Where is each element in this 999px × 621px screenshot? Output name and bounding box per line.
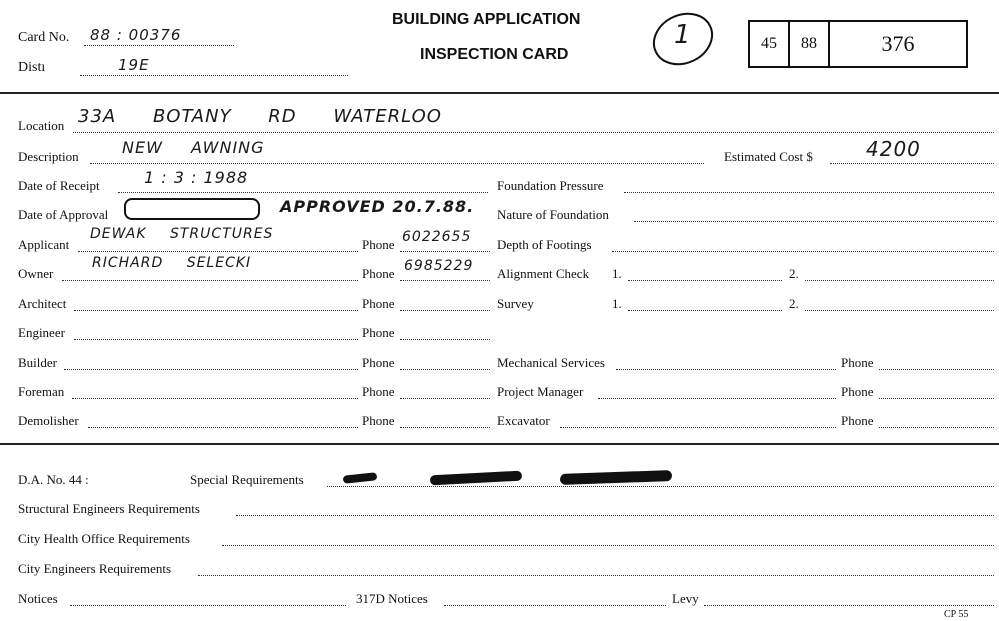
project-manager-phone-label: Phone: [841, 384, 874, 399]
redaction-box: [124, 198, 260, 220]
foreman-phone-line: [400, 398, 490, 399]
location-line: [73, 132, 994, 133]
nature-foundation-label: Nature of Foundation: [497, 207, 609, 222]
city-engineers-label: City Engineers Requirements: [18, 561, 172, 576]
applicant-phone-line: [400, 251, 490, 252]
foreman-line: [72, 398, 358, 399]
card-number-boxes: [748, 20, 968, 68]
survey-1-line: [628, 310, 782, 311]
owner-value: RICHARD SELECKI: [92, 255, 252, 271]
city-engineers-line: [198, 575, 994, 576]
special-requirements-line: [327, 486, 994, 487]
estimated-cost-line: [830, 163, 994, 164]
card-box-1: 45: [750, 22, 790, 66]
architect-phone-line: [400, 310, 490, 311]
header-divider: [0, 92, 999, 94]
foundation-pressure-label: Foundation Pressure: [497, 178, 604, 193]
form-code: CP 55: [944, 609, 969, 620]
approval-value: APPROVED 20.7.88.: [280, 197, 475, 216]
mechanical-phone-line: [879, 369, 994, 370]
circled-number-mark: [650, 8, 716, 66]
city-health-label: City Health Office Requirements: [18, 531, 190, 546]
description-line: [90, 163, 704, 164]
scribble-redaction: [430, 471, 522, 486]
depth-footings-label: Depth of Footings: [497, 237, 592, 252]
description-value: NEW AWNING: [122, 138, 265, 157]
excavator-phone-line: [879, 427, 994, 428]
levy-label: Levy: [672, 591, 699, 606]
card-title-line2: INSPECTION CARD: [420, 46, 569, 63]
location-label: Location: [18, 118, 65, 133]
applicant-label: Applicant: [18, 237, 70, 252]
dist-line: [80, 75, 348, 76]
applicant-phone-value: 6022655: [402, 229, 472, 245]
structural-engineers-line: [236, 515, 994, 516]
card-no-label: Card No.: [18, 30, 70, 45]
structural-engineers-label: Structural Engineers Requirements: [18, 501, 200, 516]
demolisher-line: [88, 427, 358, 428]
survey-label: Survey: [497, 296, 534, 311]
project-manager-phone-line: [879, 398, 994, 399]
card-box-2: 88: [790, 22, 830, 66]
project-manager-line: [598, 398, 836, 399]
engineer-label: Engineer: [18, 325, 65, 340]
survey-1: 1.: [612, 296, 622, 311]
excavator-phone-label: Phone: [841, 413, 874, 428]
location-value: 33A BOTANY RD WATERLOO: [78, 106, 442, 127]
demolisher-phone-label: Phone: [362, 413, 395, 428]
owner-label: Owner: [18, 266, 54, 281]
owner-phone-value: 6985229: [404, 258, 474, 274]
dist-value: 19E: [118, 56, 150, 74]
dist-label: Distı: [18, 60, 46, 75]
excavator-label: Excavator: [497, 413, 550, 428]
engineer-phone-label: Phone: [362, 325, 395, 340]
mechanical-services-label: Mechanical Services: [497, 355, 605, 370]
da-number-label: D.A. No. 44 :: [18, 472, 89, 487]
estimated-cost-value: 4200: [866, 137, 921, 161]
alignment-check-1-line: [628, 280, 782, 281]
card-box-3: 376: [881, 31, 915, 56]
engineer-line: [74, 339, 358, 340]
applicant-line: [78, 251, 358, 252]
owner-phone-line: [400, 280, 490, 281]
builder-line: [64, 369, 358, 370]
circled-number: 1: [674, 20, 692, 50]
alignment-check-2: 2.: [789, 266, 799, 281]
approval-label: Date of Approval: [18, 207, 109, 222]
owner-line: [62, 280, 358, 281]
depth-footings-line: [612, 251, 994, 252]
builder-phone-label: Phone: [362, 355, 395, 370]
architect-phone-label: Phone: [362, 296, 395, 311]
engineer-phone-line: [400, 339, 490, 340]
scribble-redaction: [560, 470, 672, 485]
card-no-line: [84, 45, 234, 46]
card-no-value: 88 : 00376: [90, 26, 182, 44]
scribble-redaction: [343, 472, 378, 484]
alignment-check-2-line: [805, 280, 994, 281]
demolisher-label: Demolisher: [18, 413, 79, 428]
notices-line: [70, 605, 346, 606]
mechanical-phone-label: Phone: [841, 355, 874, 370]
owner-phone-label: Phone: [362, 266, 395, 281]
card-title-line1: BUILDING APPLICATION: [392, 11, 581, 28]
receipt-line: [118, 192, 488, 193]
description-label: Description: [18, 149, 79, 164]
foreman-phone-label: Phone: [362, 384, 395, 399]
survey-2: 2.: [789, 296, 799, 311]
receipt-value: 1 : 3 : 1988: [144, 168, 249, 187]
alignment-check-1: 1.: [612, 266, 622, 281]
foreman-label: Foreman: [18, 384, 65, 399]
builder-label: Builder: [18, 355, 57, 370]
receipt-label: Date of Receipt: [18, 178, 100, 193]
section-divider: [0, 443, 999, 445]
city-health-line: [222, 545, 994, 546]
architect-label: Architect: [18, 296, 67, 311]
notices-label: Notices: [18, 591, 58, 606]
architect-line: [74, 310, 358, 311]
project-manager-label: Project Manager: [497, 384, 584, 399]
nature-foundation-line: [634, 221, 994, 222]
special-requirements-label: Special Requirements: [190, 472, 304, 487]
survey-2-line: [805, 310, 994, 311]
applicant-phone-label: Phone: [362, 237, 395, 252]
notices-317d-line: [444, 605, 666, 606]
notices-317d-label: 317D Notices: [356, 591, 428, 606]
levy-line: [704, 605, 994, 606]
foundation-pressure-line: [624, 192, 994, 193]
demolisher-phone-line: [400, 427, 490, 428]
mechanical-services-line: [616, 369, 836, 370]
applicant-value: DEWAK STRUCTURES: [90, 226, 274, 242]
builder-phone-line: [400, 369, 490, 370]
excavator-line: [560, 427, 836, 428]
alignment-check-label: Alignment Check: [497, 266, 590, 281]
estimated-cost-label: Estimated Cost $: [724, 149, 813, 164]
